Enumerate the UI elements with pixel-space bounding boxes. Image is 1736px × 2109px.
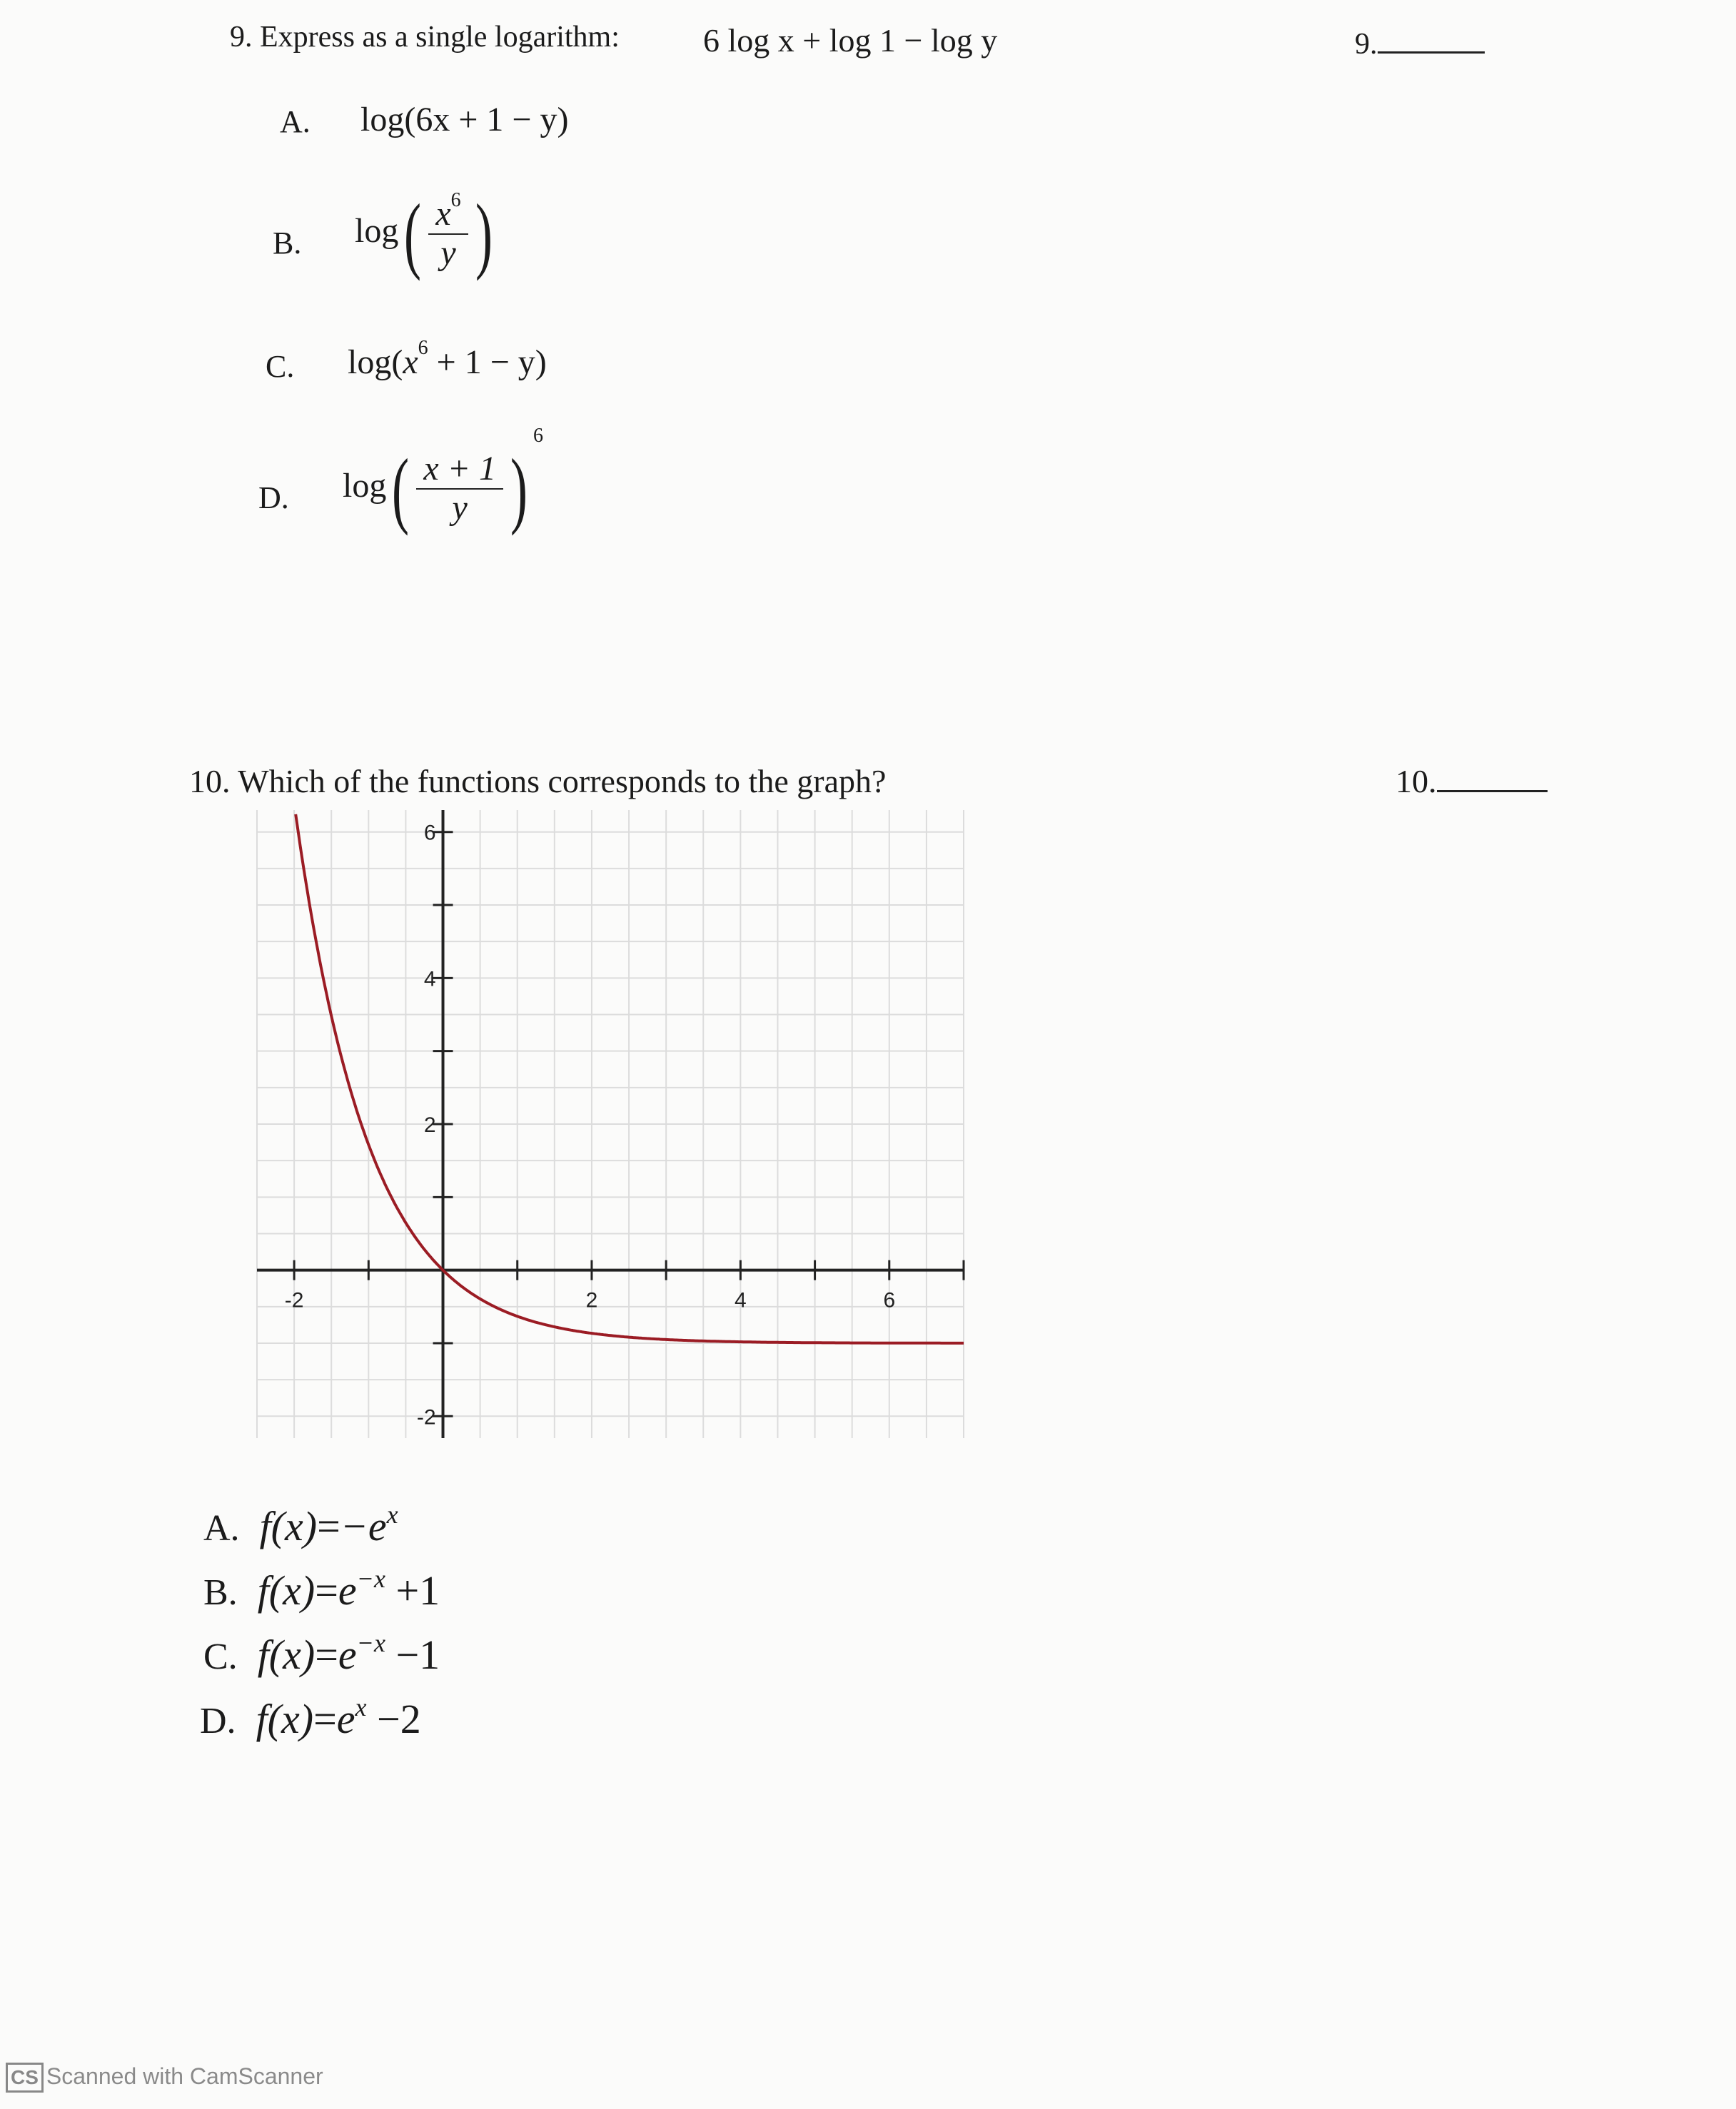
x-tick-label: 4 [735,1288,747,1313]
q9-option-c-expression: $\log(x^6 + 1 - y)$ [348,337,547,381]
question-9-prompt [230,20,620,54]
answer-blank[interactable] [1437,790,1548,792]
question-9-text: Express as a single logarithm: [260,21,620,54]
x-tick-label: 6 [883,1288,896,1313]
q10-option-d [200,1695,421,1743]
y-tick-label: 6 [423,821,436,845]
q9-option-a-letter: A. [280,104,311,139]
q10-option-c [203,1631,440,1679]
q9-option-d-letter: D. [258,480,289,515]
x-tick-label: -2 [284,1288,304,1313]
y-tick-label: 2 [423,1113,436,1137]
question-10-text: Which of the functions corresponds to the graph? [238,763,887,799]
q10-option-b [203,1564,440,1614]
option-expression: $f(x)=e^x -2$ [256,1693,421,1742]
question-9-expression: 6 log x + log 1 − log y [703,22,998,59]
question-9-answer-label: 9. [1355,28,1378,61]
q9-option-a-expression: log(6x + 1 − y) [360,101,569,138]
question-10-number: 10. [189,763,231,799]
option-letter: C. [203,1637,238,1677]
option-letter: B. [203,1572,238,1613]
watermark-text: Scanned with CamScanner [46,2063,323,2089]
option-expression: $f(x)=-e^x$ [259,1500,398,1549]
q10-option-a [203,1502,398,1550]
q9-option-c-letter: C. [266,349,295,384]
camscanner-logo-icon: CS [6,2063,44,2093]
option-letter: A. [203,1508,240,1549]
function-curve [296,814,964,1343]
answer-blank[interactable] [1378,51,1485,54]
camscanner-watermark [6,2063,323,2093]
option-letter: D. [200,1701,236,1741]
y-tick-label: -2 [416,1405,436,1430]
q9-option-b-expression: log( $\frac{x^6}{y}$ ) [355,186,493,281]
question-10-answer-label: 10. [1396,763,1437,799]
x-tick-label: 2 [585,1288,598,1313]
q9-option-d-expression: log( $\frac{x + 1}{y}$ )$^6$ [343,425,543,536]
question-10-prompt [189,762,886,800]
log-function: log [355,212,399,251]
option-expression: $f(x)=e^{-x} -1$ [257,1629,440,1678]
q9-option-b-letter: B. [273,226,302,261]
function-graph [253,796,967,1452]
question-10-answer-slot[interactable] [1396,762,1548,800]
question-9-number: 9. [230,21,253,54]
y-tick-label: 4 [423,967,436,991]
fraction: $\frac{x^6}{y}$ [428,196,468,273]
question-9-answer-slot[interactable] [1355,27,1485,61]
fraction: $\frac{x + 1}{y}$ [416,450,503,527]
option-expression: $f(x)=e^{-x} +1$ [257,1564,440,1614]
graph-curve [296,814,964,1343]
